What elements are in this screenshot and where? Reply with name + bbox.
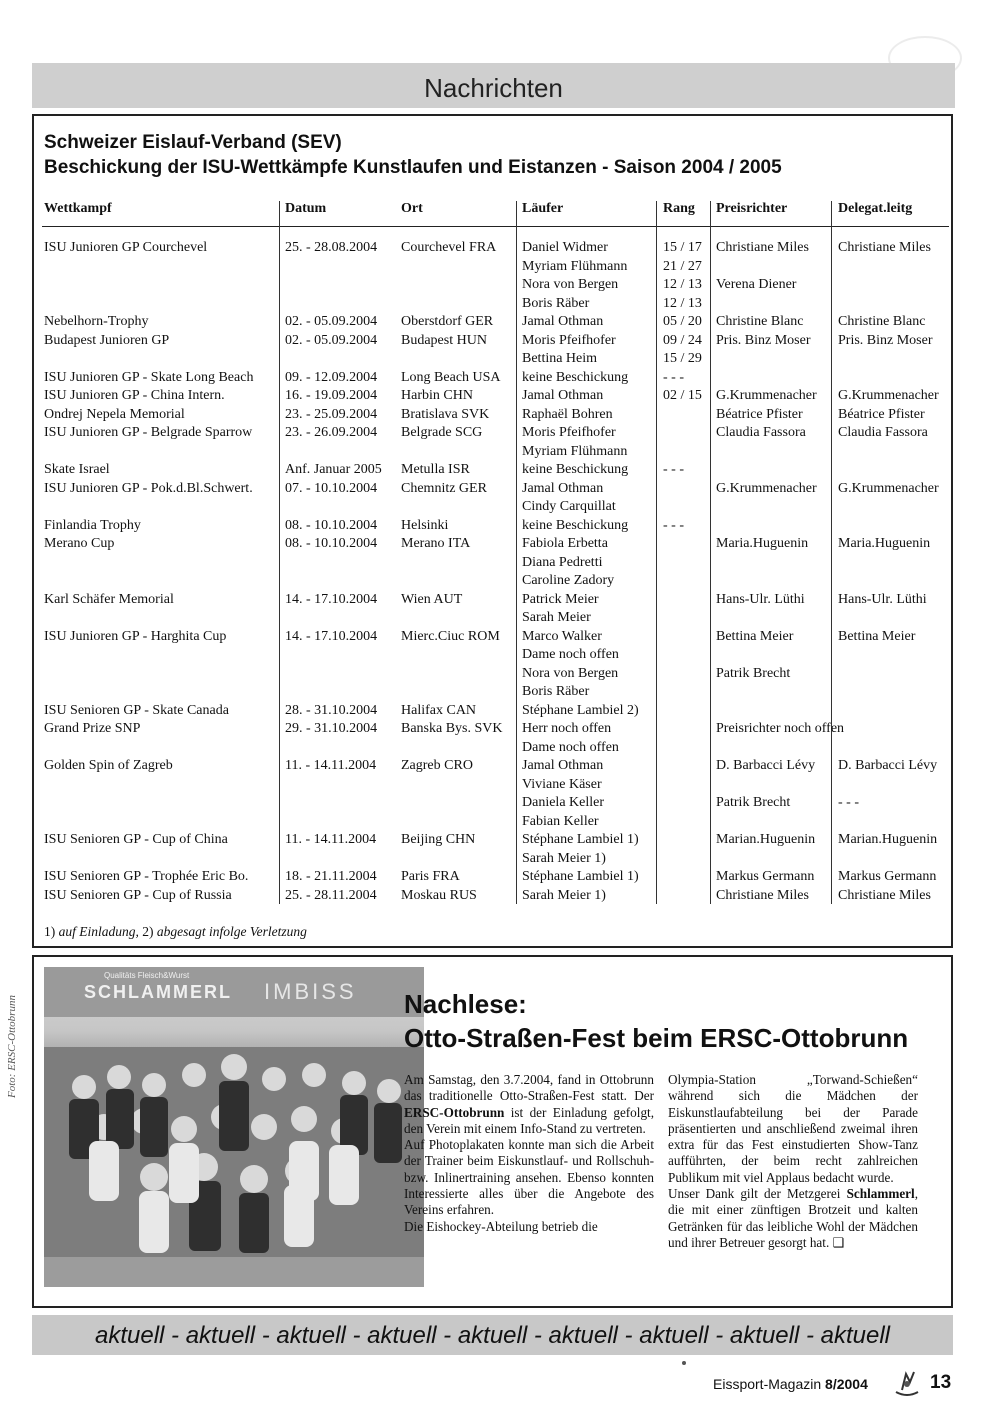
sponsor-name: Schlammerl — [846, 1186, 915, 1202]
article-paragraph: Die Eishockey-Abteilung betrieb die — [404, 1218, 598, 1234]
cell-preisrichter: Claudia Fassora — [716, 425, 806, 440]
cell-wettkampf: ISU Junioren GP - Skate Long Beach — [44, 369, 254, 385]
cell-rang: - - - — [663, 369, 684, 385]
footnote-marker-2: 2) — [142, 924, 154, 939]
cell-wettkampf: Skate Israel — [44, 462, 110, 477]
footnote-text-2: abgesagt infolge Verletzung — [156, 924, 307, 939]
cell-delegat: Christiane Miles — [838, 240, 931, 255]
footnote-marker-1: 1) — [44, 924, 56, 939]
cell-wettkampf: ISU Senioren GP - Skate Canada — [44, 702, 229, 718]
cell-laeufer: Herr noch offen — [522, 721, 612, 736]
cell-laeufer: Stéphane Lambiel 1) — [522, 869, 639, 884]
cell-laeufer: keine Beschickung — [522, 369, 629, 385]
column-divider — [656, 201, 657, 904]
cell-datum: 07. - 10.10.2004 — [285, 480, 378, 496]
cell-delegat: Hans-Ulr. Lüthi — [838, 591, 927, 607]
article-box — [32, 955, 953, 1308]
cell-preisrichter: Marian.Huguenin — [716, 832, 816, 847]
article-paragraph — [404, 1072, 654, 1137]
cell-wettkampf: ISU Junioren GP - Belgrade Sparrow — [44, 425, 253, 440]
cell-preisrichter: Verena Diener — [716, 277, 797, 292]
cell-rang: 15 / 29 — [663, 351, 702, 366]
cell-laeufer: Dame noch offen — [522, 739, 619, 755]
article-column-1 — [404, 1072, 654, 1235]
cell-datum: 11. - 14.11.2004 — [285, 758, 377, 773]
cell-delegat: Claudia Fassora — [838, 425, 928, 440]
col-head-datum: Datum — [285, 201, 327, 216]
cell-laeufer: Marco Walker — [522, 628, 602, 644]
footnote-text-1: auf Einladung, — [58, 924, 139, 939]
cell-preisrichter: G.Krummenacher — [716, 388, 817, 403]
cell-datum: 25. - 28.11.2004 — [285, 887, 377, 903]
cell-preisrichter: Christiane Miles — [716, 240, 809, 255]
photo-credit: Foto: ERSC-Ottobrunn — [6, 995, 18, 1098]
cell-laeufer: Sarah Meier 1) — [522, 850, 606, 866]
paragraph-text: , die mit einer zünftigen Brotzeit und kalten Getränken für das leibliche Wohl der Mädchen und ihrer Betreuer gesorgt hat. — [668, 1186, 918, 1250]
cell-laeufer: Jamal Othman — [522, 314, 604, 329]
column-divider — [516, 201, 517, 904]
group-photo — [44, 967, 424, 1287]
article-title-line-1: Nachlese: — [404, 989, 527, 1019]
cell-delegat: Bettina Meier — [838, 628, 916, 644]
cell-wettkampf: Karl Schäfer Memorial — [44, 591, 174, 607]
cell-preisrichter: Patrik Brecht — [716, 795, 791, 810]
page-number: 13 — [930, 1372, 952, 1393]
cell-laeufer: Boris Räber — [522, 295, 590, 311]
cell-laeufer: Nora von Bergen — [522, 665, 619, 681]
cell-preisrichter: Maria.Huguenin — [716, 536, 809, 551]
cell-laeufer: Jamal Othman — [522, 758, 604, 773]
cell-laeufer: Viviane Käser — [522, 776, 602, 792]
cell-datum: 16. - 19.09.2004 — [285, 388, 378, 403]
cell-preisrichter: Preisrichter noch offen — [716, 721, 845, 736]
cell-datum: Anf. Januar 2005 — [285, 462, 382, 477]
assignment-table-box — [32, 114, 953, 948]
cell-wettkampf: ISU Junioren GP - China Intern. — [44, 388, 225, 403]
cell-laeufer: keine Beschickung — [522, 517, 629, 533]
cell-ort: Chemnitz GER — [401, 480, 487, 496]
cell-ort: Courchevel FRA — [401, 240, 497, 255]
cell-rang: 15 / 17 — [663, 240, 702, 255]
cell-laeufer: Stéphane Lambiel 2) — [522, 702, 639, 718]
cell-laeufer: Diana Pedretti — [522, 554, 603, 570]
cell-ort: Banska Bys. SVK — [401, 721, 503, 736]
cell-laeufer: Dame noch offen — [522, 647, 619, 662]
col-head-delegat: Delegat.leitg — [838, 201, 913, 216]
cell-wettkampf: Grand Prize SNP — [44, 721, 141, 736]
cell-preisrichter: Bettina Meier — [716, 628, 794, 644]
article-paragraph — [668, 1186, 918, 1251]
cell-ort: Oberstdorf GER — [401, 314, 494, 329]
cell-wettkampf: Merano Cup — [44, 536, 115, 551]
article-title-line-2: Otto-Straßen-Fest beim ERSC-Ottobrunn — [404, 1023, 909, 1053]
cell-laeufer: Raphaël Bohren — [522, 406, 613, 422]
cell-laeufer: Patrick Meier — [522, 591, 599, 607]
competition-title: Beschickung der ISU-Wettkämpfe Kunstlaufen und Eistanzen - Saison 2004 / 2005 — [44, 157, 782, 178]
cell-laeufer: Fabian Keller — [522, 813, 599, 829]
cell-rang: 21 / 27 — [663, 258, 702, 274]
cell-delegat: Pris. Binz Moser — [838, 332, 933, 348]
cell-datum: 18. - 21.11.2004 — [285, 869, 377, 884]
shop-sign-imbiss: IMBISS — [264, 979, 357, 1004]
cell-ort: Helsinki — [401, 517, 449, 533]
cell-delegat: Christine Blanc — [838, 314, 926, 329]
club-name: ERSC-Ottobrunn — [404, 1104, 505, 1120]
cell-ort: Harbin CHN — [401, 388, 473, 403]
cell-ort: Moskau RUS — [401, 887, 477, 903]
cell-wettkampf: ISU Senioren GP - Cup of Russia — [44, 887, 232, 903]
shop-sign — [44, 967, 424, 1017]
cell-datum: 28. - 31.10.2004 — [285, 702, 378, 718]
col-head-preisrichter: Preisrichter — [716, 201, 788, 216]
article-column-2 — [668, 1072, 918, 1251]
column-divider — [831, 201, 832, 904]
cell-ort: Zagreb CRO — [401, 758, 473, 773]
cell-wettkampf: Ondrej Nepela Memorial — [44, 406, 185, 422]
cell-ort: Paris FRA — [401, 869, 460, 884]
issue-number: 8/2004 — [825, 1376, 868, 1392]
cell-datum: 02. - 05.09.2004 — [285, 314, 378, 329]
cell-laeufer: Cindy Carquillat — [522, 499, 616, 514]
cell-laeufer: Sarah Meier — [522, 610, 591, 625]
cell-datum: 23. - 26.09.2004 — [285, 425, 378, 440]
cell-laeufer: keine Beschickung — [522, 462, 629, 477]
cell-ort: Halifax CAN — [401, 702, 477, 718]
cell-preisrichter: D. Barbacci Lévy — [716, 758, 816, 773]
header-rule — [42, 226, 949, 227]
cell-rang: - - - — [663, 462, 684, 477]
cell-laeufer: Bettina Heim — [522, 351, 598, 366]
cell-laeufer: Caroline Zadory — [522, 573, 615, 588]
cell-datum: 11. - 14.11.2004 — [285, 832, 377, 847]
cell-laeufer: Myriam Flühmann — [522, 443, 628, 459]
cell-datum: 02. - 05.09.2004 — [285, 332, 378, 348]
paragraph-text: Am Samstag, den 3.7.2004, fand in Ottobrunn das traditionelle Otto-Straßen-Fest statt. Der — [404, 1072, 654, 1104]
cell-preisrichter: Béatrice Pfister — [716, 406, 803, 422]
cell-preisrichter: Markus Germann — [716, 869, 815, 884]
org-title: Schweizer Eislauf-Verband (SEV) — [44, 132, 342, 153]
shop-sign-tagline: Qualitäts Fleisch&Wurst — [104, 971, 190, 980]
cell-wettkampf: Budapest Junioren GP — [44, 332, 170, 348]
cell-delegat: - - - — [838, 795, 859, 810]
cell-ort: Metulla ISR — [401, 462, 470, 477]
cell-ort: Mierc.Ciuc ROM — [401, 628, 500, 644]
cell-delegat: D. Barbacci Lévy — [838, 758, 938, 773]
cell-delegat: Béatrice Pfister — [838, 406, 925, 422]
cell-wettkampf: ISU Senioren GP - Trophée Eric Bo. — [44, 869, 249, 884]
cell-wettkampf: ISU Junioren GP Courchevel — [44, 240, 208, 255]
cell-wettkampf: Finlandia Trophy — [44, 517, 141, 533]
cell-laeufer: Moris Pfeifhofer — [522, 425, 616, 440]
cell-delegat: Maria.Huguenin — [838, 536, 931, 551]
cell-wettkampf: ISU Junioren GP - Harghita Cup — [44, 628, 227, 644]
cell-rang: 12 / 13 — [663, 277, 702, 292]
cell-laeufer: Jamal Othman — [522, 480, 604, 496]
cell-ort: Wien AUT — [401, 591, 463, 607]
section-header — [32, 63, 955, 108]
cell-laeufer: Moris Pfeifhofer — [522, 332, 616, 348]
paragraph-text: Unser Dank gilt der Metzgerei — [668, 1186, 847, 1202]
cell-datum: 29. - 31.10.2004 — [285, 721, 378, 736]
cell-rang: 09 / 24 — [663, 332, 702, 348]
cell-delegat: Christiane Miles — [838, 887, 931, 903]
end-mark-icon: ❑ — [832, 1234, 845, 1250]
aktuell-text: aktuell - aktuell - aktuell - aktuell - aktuell - aktuell - aktuell - aktuell - aktuell — [95, 1322, 890, 1349]
footnote — [44, 924, 307, 940]
cell-ort: Bratislava SVK — [401, 406, 490, 422]
scan-speck — [682, 1361, 686, 1365]
cell-laeufer: Boris Räber — [522, 684, 590, 699]
cell-laeufer: Fabiola Erbetta — [522, 536, 608, 551]
skater-logo-icon — [892, 1368, 922, 1400]
cell-rang: 12 / 13 — [663, 295, 702, 311]
cell-rang: - - - — [663, 517, 684, 533]
cell-ort: Long Beach USA — [401, 369, 501, 385]
cell-laeufer: Myriam Flühmann — [522, 258, 628, 274]
cell-delegat: G.Krummenacher — [838, 480, 939, 496]
cell-preisrichter: Hans-Ulr. Lüthi — [716, 591, 805, 607]
section-title: Nachrichten — [424, 73, 563, 103]
column-divider — [710, 201, 711, 904]
cell-datum: 09. - 12.09.2004 — [285, 369, 378, 385]
cell-ort: Belgrade SCG — [401, 425, 483, 440]
magazine-name — [713, 1376, 868, 1392]
article-paragraph: Olympia-Station „Torwand-Schießen“ während sich die Mädchen der Eiskunstlaufabteilung bei der Parade präsentierten und anschließend zweimal ihren extra für das Fest einstudierten Show-Tanz aufführten, der beim recht zahlreichen Publikum mit viel Applaus bedacht wurde. — [668, 1072, 918, 1185]
column-divider — [279, 201, 280, 904]
cell-datum: 23. - 25.09.2004 — [285, 406, 378, 422]
cell-wettkampf: ISU Junioren GP - Pok.d.Bl.Schwert. — [44, 480, 253, 496]
cell-datum: 08. - 10.10.2004 — [285, 517, 378, 533]
col-head-wettkampf: Wettkampf — [44, 201, 112, 216]
cell-ort: Beijing CHN — [401, 832, 476, 847]
cell-wettkampf: Golden Spin of Zagreb — [44, 758, 173, 773]
article-paragraph: Auf Photoplakaten konnte man sich die Arbeit der Trainer beim Eiskunstlauf- und Rollschuh- bzw. Inlinertraining ansehen. Ebenso konnten Interessierte alles über die Angebote des Vereins erfahren. — [404, 1137, 654, 1218]
cell-delegat: Markus Germann — [838, 869, 937, 884]
col-head-rang: Rang — [663, 201, 695, 216]
magazine-title: Eissport-Magazin — [713, 1376, 822, 1392]
cell-laeufer: Jamal Othman — [522, 388, 604, 403]
cell-ort: Budapest HUN — [401, 332, 487, 348]
cell-preisrichter: Christiane Miles — [716, 887, 809, 903]
cell-laeufer: Daniel Widmer — [522, 240, 608, 255]
cell-wettkampf: Nebelhorn-Trophy — [44, 314, 149, 329]
cell-preisrichter: Patrik Brecht — [716, 665, 791, 681]
cell-laeufer: Sarah Meier 1) — [522, 887, 606, 903]
cell-datum: 08. - 10.10.2004 — [285, 536, 378, 551]
paragraph-text: ist der Einladung gefolgt, den Verein mit einem Info-Stand zu vertreten. — [404, 1104, 654, 1136]
cell-delegat: Marian.Huguenin — [838, 832, 938, 847]
cell-laeufer: Daniela Keller — [522, 795, 605, 810]
cell-datum: 14. - 17.10.2004 — [285, 628, 378, 644]
cell-delegat: G.Krummenacher — [838, 388, 939, 403]
cell-laeufer: Stéphane Lambiel 1) — [522, 832, 639, 847]
cell-rang: 02 / 15 — [663, 388, 702, 403]
cell-rang: 05 / 20 — [663, 314, 702, 329]
col-head-laeufer: Läufer — [522, 201, 564, 216]
shop-sign-brand: SCHLAMMERL — [84, 982, 232, 1002]
cell-preisrichter: Christine Blanc — [716, 314, 804, 329]
cell-datum: 14. - 17.10.2004 — [285, 591, 378, 607]
cell-datum: 25. - 28.08.2004 — [285, 240, 378, 255]
cell-wettkampf: ISU Senioren GP - Cup of China — [44, 832, 228, 847]
cell-preisrichter: Pris. Binz Moser — [716, 332, 811, 348]
cell-ort: Merano ITA — [401, 536, 471, 551]
cell-laeufer: Nora von Bergen — [522, 277, 619, 292]
cell-preisrichter: G.Krummenacher — [716, 480, 817, 496]
aktuell-band — [32, 1315, 953, 1355]
col-head-ort: Ort — [401, 201, 423, 216]
page-footer — [700, 1368, 960, 1408]
group-people-illustration — [44, 1047, 424, 1287]
